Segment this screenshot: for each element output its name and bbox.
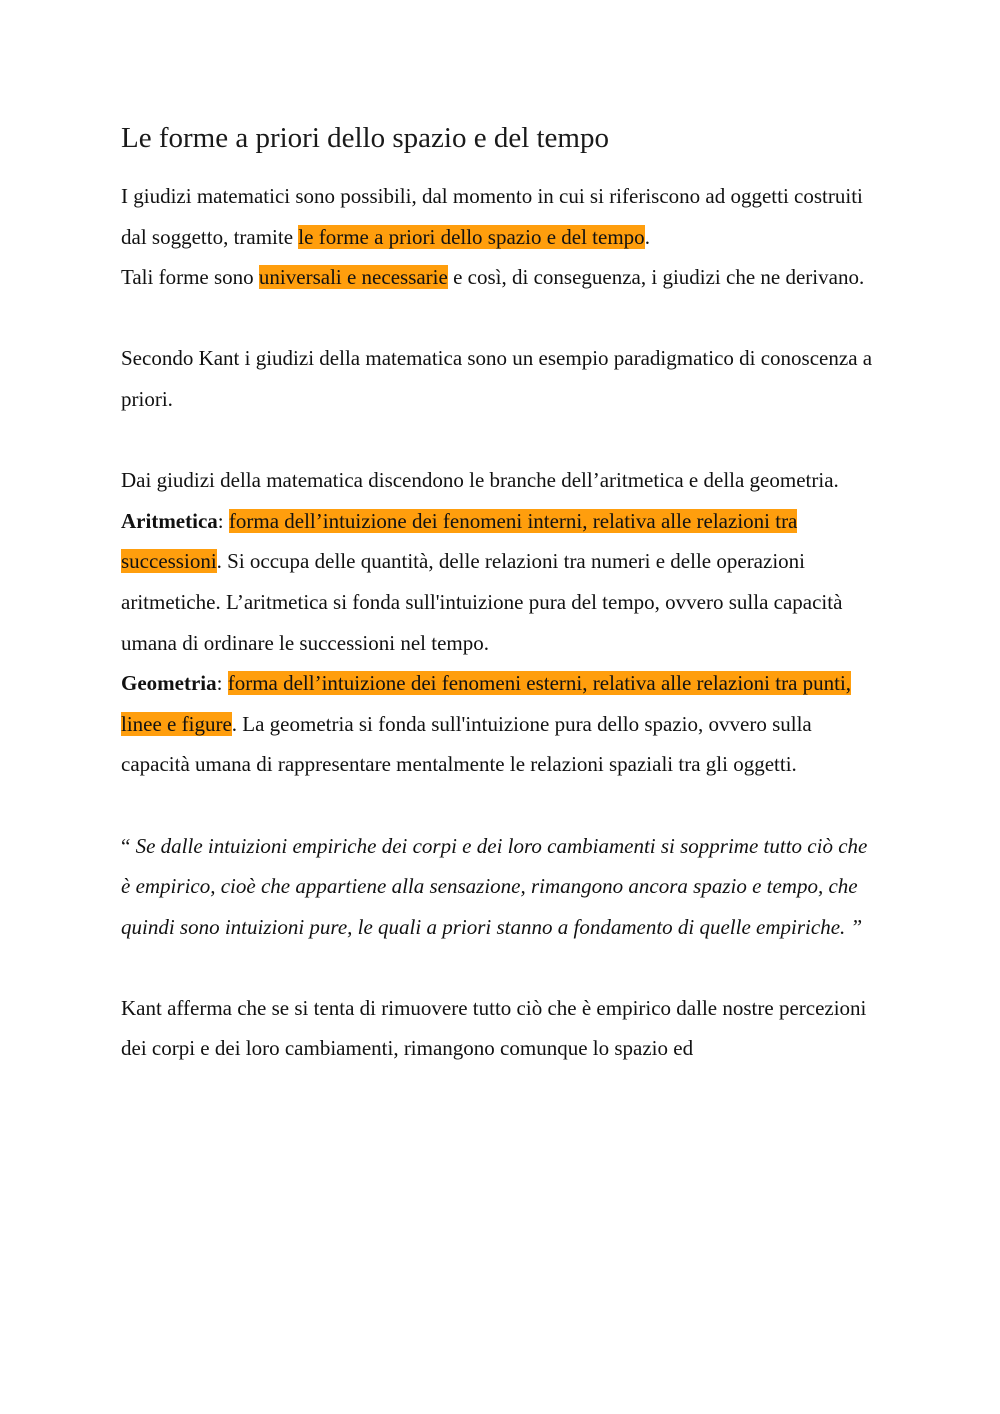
geometria-term: Geometria [121, 671, 217, 696]
aritmetica-colon: : [217, 508, 229, 533]
highlight-aritmetica-definition: forma dell’intuizione dei fenomeni interni, relativa alle relazioni tra successioni [121, 508, 798, 574]
paragraph-2 [121, 257, 881, 298]
quote-open-mark: “ [121, 833, 136, 858]
highlight-geometria-definition: forma dell’intuizione dei fenomeni esterni, relativa alle relazioni tra punti, linee e figure [121, 671, 852, 736]
paragraph-5: Kant afferma che se si tenta di rimuovere tutto ciò che è empirico dalle nostre percezioni dei corpi e dei loro cambiamenti, rimangono comunque lo spazio ed [121, 995, 867, 1061]
paragraph-3: Secondo Kant i giudizi della matematica sono un esempio paradigmatico di conoscenza a priori. [121, 346, 873, 411]
aritmetica-paragraph [121, 501, 881, 663]
paragraph-spacer [121, 420, 881, 461]
paragraph-1-end: . [644, 224, 650, 249]
highlight-forme-a-priori: le forme a priori dello spazio e del tempo [298, 224, 645, 249]
document-title: Le forme a priori dello spazio e del tempo [121, 122, 609, 154]
paragraph-2-end: e così, di conseguenza, i giudizi che ne derivano. [447, 265, 865, 290]
paragraph-2-text: Tali forme sono [121, 265, 259, 290]
paragraph-1-text: I giudizi matematici sono possibili, dal momento in cui si riferiscono ad oggetti costruiti dal soggetto, tramite [121, 184, 863, 249]
highlight-universali: universali e necessarie [258, 265, 448, 290]
geometria-colon: : [216, 671, 228, 696]
aritmetica-text: . Si occupa delle quantità, delle relazioni tra numeri e delle operazioni aritmetiche. L’aritmetica si fonda sull'intuizione pura del tempo, ovvero sulla capacità umana di ordinare le successioni nel tempo. [121, 549, 843, 655]
document-page [121, 118, 881, 1069]
paragraph-4: Dai giudizi della matematica discendono le branche dell’aritmetica e della geometria. [121, 468, 839, 493]
paragraph-spacer [121, 298, 881, 339]
paragraph-1 [121, 176, 881, 257]
geometria-text: . La geometria si fonda sull'intuizione pura dello spazio, ovvero sulla capacità umana di rappresentare mentalmente le relazioni spaziali tra gli oggetti. [121, 711, 812, 777]
aritmetica-term: Aritmetica [121, 508, 218, 533]
paragraph-spacer [121, 785, 881, 826]
geometria-paragraph [121, 663, 881, 785]
quote-text: Se dalle intuizioni empiriche dei corpi e dei loro cambiamenti si sopprime tutto ciò che è empirico, cioè che appartiene alla sensazione, rimangono ancora spazio e tempo, che quindi sono intuizioni pure, le quali a priori stanno a fondamento di quelle empiriche. ” [121, 833, 868, 939]
kant-quote [121, 826, 881, 948]
paragraph-spacer [121, 947, 881, 988]
